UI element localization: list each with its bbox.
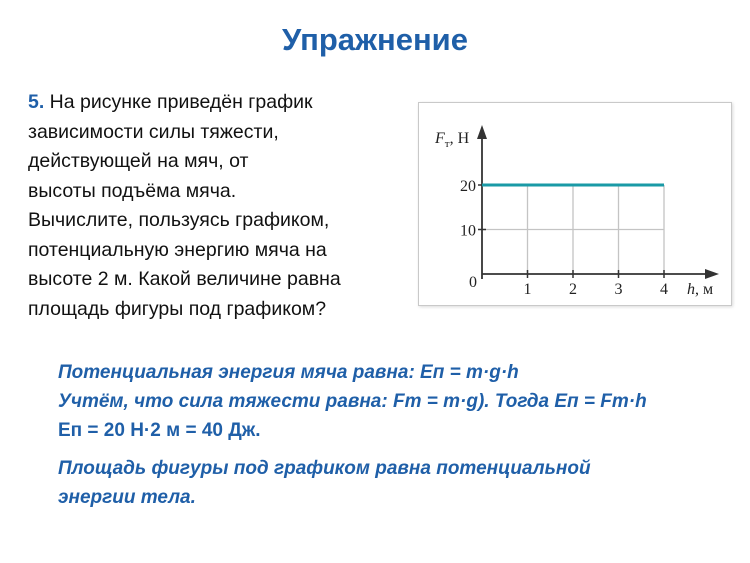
x-label-var: h <box>687 281 695 298</box>
solution-line-3: Еп = 20 Н·2 м = 40 Дж. <box>58 420 261 441</box>
x-tick-label: 1 <box>523 281 532 298</box>
page-title: Упражнение <box>282 22 468 57</box>
problem-line: действующей на мяч, от <box>28 150 249 172</box>
spacer <box>58 445 738 454</box>
problem-line: потенциальную энергию мяча на <box>28 238 327 261</box>
x-tick-label: 3 <box>614 281 623 298</box>
x-axis-arrow <box>705 269 719 279</box>
problem-line: высоте 2 м. Какой величине равна <box>28 268 341 290</box>
problem-line: зависимости силы тяжести, <box>28 120 279 143</box>
solution-line-5: энергии тела. <box>58 487 196 508</box>
x-tick-label: 2 <box>569 281 577 298</box>
y-axis-arrow <box>477 125 487 139</box>
y-axis-label <box>434 130 470 150</box>
y-tick-label: 10 <box>460 222 476 240</box>
y-tick-labels <box>460 178 476 240</box>
problem-number: 5. <box>28 91 45 113</box>
tick-marks <box>478 185 664 278</box>
problem-line <box>28 88 413 118</box>
problem-line: Вычислите, пользуясь графиком, <box>28 209 330 231</box>
force-height-graph <box>418 102 732 306</box>
origin-label: 0 <box>469 274 477 291</box>
x-axis-label <box>687 281 713 298</box>
x-tick-label: 4 <box>660 281 668 298</box>
grid-lines <box>482 185 664 274</box>
solution-line-2: Учтём, что сила тяжести равна: Fт = m·g). Тогда Еп = Fт·h <box>58 391 647 412</box>
problem-line: высоты подъёма мяча. <box>28 179 237 202</box>
solution-text <box>58 358 738 512</box>
problem-line: площадь фигуры под графиком? <box>28 297 327 320</box>
problem-text <box>28 88 413 324</box>
x-label-unit: , м <box>695 281 714 298</box>
y-tick-label: 20 <box>460 178 476 195</box>
solution-line-1: Потенциальная энергия мяча равна: Еп = m·g·h <box>58 362 519 383</box>
graph-svg <box>419 103 731 305</box>
y-label-unit: , Н <box>449 130 470 147</box>
y-label-var: F <box>435 130 445 147</box>
problem-line-text: На рисунке приведён график <box>44 91 313 113</box>
solution-line-4: Площадь фигуры под графиком равна потенциальной <box>58 458 591 479</box>
x-tick-labels <box>524 281 669 298</box>
y-label-sub: т <box>444 138 450 150</box>
